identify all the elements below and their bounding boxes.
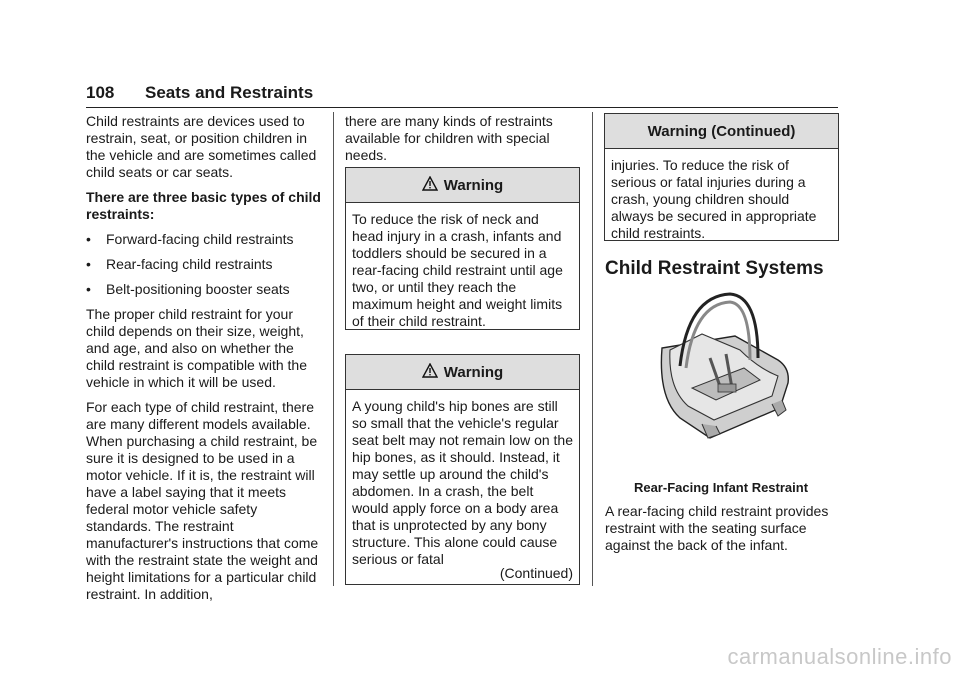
intro-paragraph: Child restraints are devices used to restrain, seat, or position children in the vehicle and are sometimes called child seats or car seats. — [86, 113, 317, 180]
bullet-icon: • — [86, 256, 91, 272]
section-heading: Child Restraint Systems — [605, 258, 824, 279]
warning-box-continued — [604, 113, 839, 241]
warning-triangle-icon — [422, 363, 438, 382]
section-title: Seats and Restraints — [145, 83, 314, 102]
special-needs-paragraph: there are many kinds of restraints available for children with special needs. — [345, 113, 553, 163]
watermark: carmanualsonline.info — [727, 644, 952, 669]
column-3-text — [605, 503, 839, 562]
warning-body: injuries. To reduce the risk of serious or fatal injuries during a crash, young children should always be secured in appropriate child restraints. — [611, 157, 817, 241]
page-number: 108 — [86, 83, 115, 102]
rear-facing-paragraph: A rear-facing child restraint provides restraint with the seating surface against the back of the infant. — [605, 503, 829, 553]
bullet-icon: • — [86, 281, 91, 297]
list-item-text: Belt-positioning booster seats — [106, 281, 290, 297]
column-1 — [86, 113, 324, 611]
warning-header — [346, 355, 579, 390]
warning-triangle-icon — [422, 176, 438, 195]
warning-header — [605, 114, 838, 149]
figure-caption: Rear-Facing Infant Restraint — [633, 480, 809, 495]
proper-restraint-paragraph: The proper child restraint for your child depends on their size, weight, and age, and also on whether the child restraint is compatible with the vehicle in which it will be used. — [86, 306, 307, 390]
column-divider-1 — [333, 112, 334, 586]
warning-title: Warning — [443, 176, 504, 194]
warning-title: Warning — [443, 363, 504, 381]
infant-restraint-illustration — [640, 288, 800, 448]
column-divider-2 — [592, 112, 593, 586]
warning-box-2 — [345, 354, 580, 585]
warning-body: A young child's hip bones are still so small that the vehicle's regular seat belt may not remain low on the hip bones, as it should. Instead, it may settle up around the child's abdomen. In a crash, the belt would apply force on a body area that is unprotected by any bony structure. This alone could cause serious or fatal — [352, 398, 574, 567]
continued-label: (Continued) — [499, 565, 573, 581]
types-heading: There are three basic types of child restraints: — [86, 189, 321, 222]
warning-body: To reduce the risk of neck and head injury in a crash, infants and toddlers should be secured in a rear-facing child restraint until age two, or until they reach the maximum height and weight limits of their child restraint. — [352, 211, 563, 329]
list-item-text: Forward-facing child restraints — [106, 231, 294, 247]
list-item-text: Rear-facing child restraints — [106, 256, 273, 272]
list-item — [86, 281, 324, 298]
warning-header — [346, 168, 579, 203]
list-item — [86, 256, 324, 273]
page-header — [86, 83, 838, 108]
list-item — [86, 231, 324, 248]
warning-title: Warning (Continued) — [647, 122, 796, 140]
models-paragraph: For each type of child restraint, there are many different models available. When purchasing a child restraint, be sure it is designed to be used in a motor vehicle. If it is, the restraint will have a label saying that it meets federal motor vehicle safety standards. The restraint manufacturer's instructions that come with the restraint state the weight and height limitations for a particular child restraint. In addition, — [86, 399, 319, 602]
warning-box-1 — [345, 167, 580, 330]
column-2 — [345, 113, 579, 172]
bullet-icon: • — [86, 231, 91, 247]
